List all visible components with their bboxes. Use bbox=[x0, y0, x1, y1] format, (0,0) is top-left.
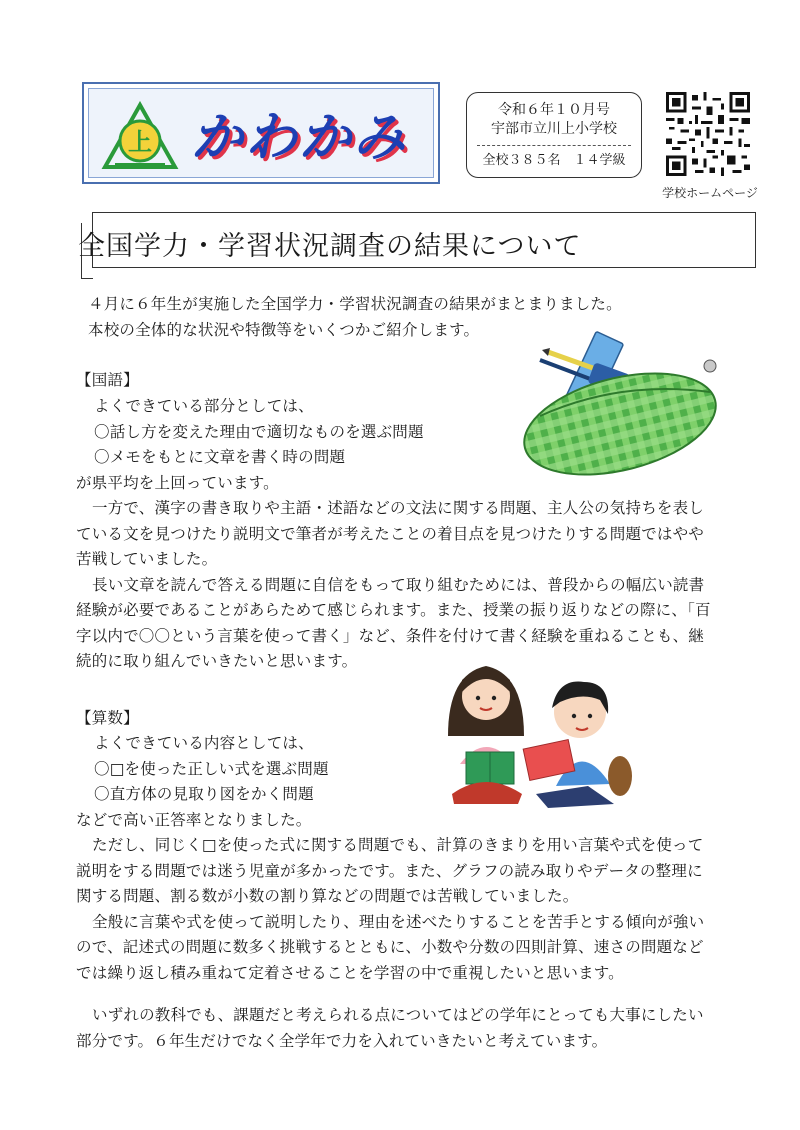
school-name: 宇部市立川上小学校 bbox=[491, 121, 617, 137]
kokugo-line: 〇話し方を変えた理由で適切なものを選ぶ問題 bbox=[94, 423, 424, 441]
kokugo-line: 字以内で〇〇という言葉を使って書く」など、条件を付けて書く経験を重ねることも、継 bbox=[76, 627, 705, 645]
closing-line-2: 部分です。６年生だけでなく全学年で力を入れていきたいと考えています。 bbox=[76, 1032, 608, 1050]
intro-line-1: ４月に６年生が実施した全国学力・学習状況調査の結果がまとまりました。 bbox=[88, 295, 622, 313]
qr-label: 学校ホームページ bbox=[662, 186, 758, 200]
sansu-line: よくできている内容としては、 bbox=[94, 734, 314, 752]
sansu-line: 説明をする問題では迷う児童が多かったです。また、グラフの読み取りやデータの整理に bbox=[76, 862, 703, 880]
kokugo-line: が県平均を上回っています。 bbox=[76, 474, 279, 492]
sansu-line: などで高い正答率となりました。 bbox=[76, 811, 312, 829]
kokugo-line: 長い文章を読んで答える問題に自信をもって取り組むためには、普段からの幅広い読書 bbox=[92, 576, 705, 594]
issue-info-box bbox=[466, 92, 642, 178]
kokugo-line: 〇メモをもとに文章を書く時の問題 bbox=[94, 448, 346, 466]
sansu-line: 全般に言葉や式を使って説明したり、理由を述べたりすることを苦手とする傾向が強い bbox=[92, 913, 705, 931]
qr-code-icon[interactable] bbox=[666, 92, 750, 176]
school-stats: 全校３８５名 １４学級 bbox=[482, 153, 626, 168]
sansu-line: では繰り返し積み重ねて定着させることを学習の中で重視したいと思います。 bbox=[76, 964, 624, 982]
school-logo bbox=[101, 101, 179, 175]
sansu-line: 〇直方体の見取り図をかく問題 bbox=[94, 785, 314, 803]
kokugo-heading: 【国語】 bbox=[76, 371, 139, 389]
masthead bbox=[82, 82, 440, 184]
closing-line-1: いずれの教科でも、課題だと考えられる点についてはどの学年にとっても大事にしたい bbox=[92, 1006, 704, 1024]
sansu-line: 〇□を使った正しい式を選ぶ問題 bbox=[94, 760, 329, 778]
issue-number: 令和６年１０月号 bbox=[498, 102, 610, 118]
kokugo-line: 経験が必要であることがあらためて感じられます。また、授業の振り返りなどの際に、「百 bbox=[76, 601, 711, 619]
children-reading-illustration bbox=[438, 644, 634, 814]
kokugo-line: 苦戦していました。 bbox=[76, 550, 218, 568]
sansu-line: 関する問題、割る数が小数の割り算などの問題では苦戦していました。 bbox=[76, 887, 579, 905]
newsletter-title: かわかみ bbox=[191, 108, 408, 168]
headline: 全国学力・学習状況調査の結果について bbox=[78, 231, 582, 262]
kokugo-line: 一方で、漢字の書き取りや主語・述語などの文法に関する問題、主人公の気持ちを表し bbox=[92, 499, 704, 517]
sansu-heading: 【算数】 bbox=[76, 709, 139, 727]
kokugo-line: ている文を見つけたり説明文で筆者が考えたことの着目点を見つけたりする問題ではやや bbox=[76, 525, 705, 543]
pencil-case-illustration bbox=[520, 320, 722, 476]
intro-line-2: 本校の全体的な状況や特徴等をいくつかご紹介します。 bbox=[88, 321, 480, 339]
issue-divider bbox=[477, 145, 631, 146]
masthead-panel bbox=[88, 88, 434, 178]
logo-character: 上 bbox=[128, 128, 152, 156]
sansu-line: ので、記述式の問題に数多く挑戦するとともに、小数や分数の四則計算、速さの問題など bbox=[76, 938, 704, 956]
kokugo-line: 続的に取り組んでいきたいと思います。 bbox=[76, 652, 358, 670]
sansu-line: ただし、同じく□を使った式に関する問題でも、計算のきまりを用い言葉や式を使って bbox=[92, 836, 704, 854]
kokugo-line: よくできている部分としては、 bbox=[94, 397, 314, 415]
